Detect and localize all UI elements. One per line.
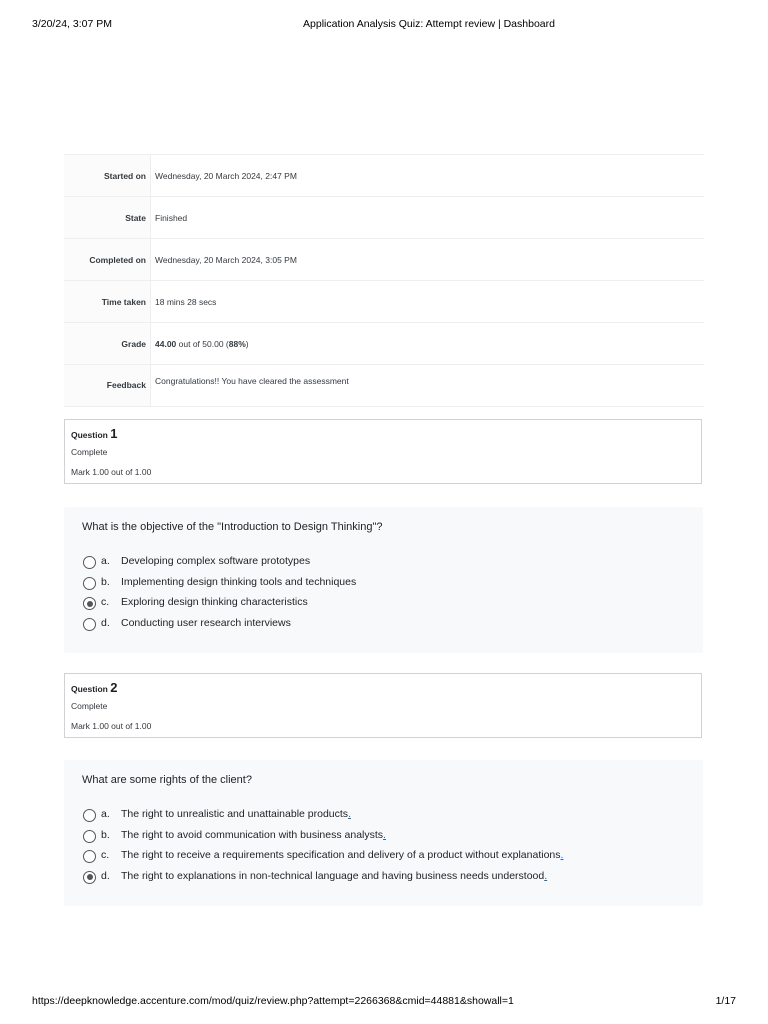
question-label: Question — [71, 430, 111, 440]
grade-percent: 88% — [228, 338, 246, 349]
answer-text — [121, 596, 308, 608]
time-taken-value: 18 mins 28 secs — [155, 296, 217, 307]
answer-letter: b. — [101, 828, 110, 841]
answer-suffix: . — [348, 808, 351, 820]
print-header — [32, 18, 736, 32]
question-text: What are some rights of the client? — [82, 774, 252, 786]
feedback-label: Feedback — [64, 365, 151, 407]
answer-suffix: . — [544, 869, 548, 882]
answer-text — [121, 576, 356, 588]
feedback-value: Congratulations!! You have cleared the assessment — [155, 376, 349, 386]
state-value: Finished — [155, 212, 188, 223]
started-on-value: Wednesday, 20 March 2024, 2:47 PM — [155, 170, 297, 181]
radio-icon[interactable] — [83, 850, 96, 863]
answer-letter: a. — [101, 555, 110, 567]
radio-icon[interactable] — [83, 556, 96, 569]
radio-icon[interactable] — [83, 830, 96, 843]
completed-on-value: Wednesday, 20 March 2024, 3:05 PM — [155, 254, 297, 265]
question-2-content — [64, 760, 703, 906]
question-2-info — [64, 673, 702, 738]
grade-out-of: out of 50.00 ( — [176, 338, 229, 349]
question-mark: Mark 1.00 out of 1.00 — [71, 721, 152, 731]
question-number — [71, 680, 117, 695]
question-mark: Mark 1.00 out of 1.00 — [71, 467, 152, 477]
answer-text — [121, 617, 291, 629]
question-1-info — [64, 419, 702, 484]
answer-text-body: Conducting user research interviews — [121, 616, 291, 629]
summary-row-feedback — [64, 365, 704, 407]
print-page-number: 1/17 — [715, 995, 736, 1007]
summary-row-time — [64, 281, 704, 323]
answer-text — [121, 849, 563, 861]
radio-icon[interactable] — [83, 871, 96, 884]
grade-close: ) — [245, 338, 249, 349]
question-state: Complete — [71, 701, 108, 711]
radio-icon[interactable] — [83, 577, 96, 590]
answer-text-body: The right to unrealistic and unattainable products — [121, 808, 349, 820]
answer-text-body: The right to receive a requirements specification and delivery of a product without explanations — [121, 849, 561, 861]
state-label: State — [64, 197, 151, 239]
grade-value — [151, 323, 705, 365]
answer-letter: a. — [101, 808, 110, 820]
question-number — [71, 426, 117, 441]
answer-letter: d. — [101, 616, 110, 629]
question-1-content — [64, 507, 703, 653]
answer-text-body: Exploring design thinking characteristics — [121, 596, 308, 608]
print-url: https://deepknowledge.accenture.com/mod/quiz/review.php?attempt=2266368&cmid=44881&showall=1 — [32, 995, 514, 1007]
print-date: 3/20/24, 3:07 PM — [32, 18, 112, 30]
answer-letter: b. — [101, 575, 110, 588]
answer-suffix: . — [560, 849, 564, 861]
summary-row-grade — [64, 323, 704, 365]
answer-suffix: . — [383, 828, 386, 841]
answer-text-body: The right to avoid communication with business analysts — [121, 828, 384, 841]
summary-row-state — [64, 197, 704, 239]
question-label: Question — [71, 684, 111, 694]
answer-letter: c. — [101, 596, 110, 608]
answer-text — [121, 808, 351, 820]
radio-icon[interactable] — [83, 597, 96, 610]
answer-text — [121, 555, 310, 567]
question-number-value: 2 — [110, 680, 118, 695]
answer-text-body: Developing complex software prototypes — [121, 555, 311, 567]
completed-on-label: Completed on — [64, 239, 151, 281]
answer-letter: c. — [101, 849, 110, 861]
radio-icon[interactable] — [83, 618, 96, 631]
summary-row-completed — [64, 239, 704, 281]
time-taken-label: Time taken — [64, 281, 151, 323]
answer-letter: d. — [101, 869, 110, 882]
grade-score: 44.00 — [155, 338, 177, 349]
grade-label: Grade — [64, 323, 151, 365]
answer-text-body: The right to explanations in non-technical language and having business needs understood — [121, 869, 545, 882]
question-number-value: 1 — [110, 426, 118, 441]
summary-row-started — [64, 155, 704, 197]
print-title: Application Analysis Quiz: Attempt review | Dashboard — [303, 18, 555, 30]
question-state: Complete — [71, 447, 108, 457]
started-on-label: Started on — [64, 155, 151, 197]
answer-text-body: Implementing design thinking tools and techniques — [121, 575, 357, 588]
radio-icon[interactable] — [83, 809, 96, 822]
attempt-summary-table — [64, 154, 704, 407]
question-text: What is the objective of the "Introduction to Design Thinking"? — [82, 521, 383, 533]
answer-text — [121, 829, 386, 841]
answer-text — [121, 870, 547, 882]
